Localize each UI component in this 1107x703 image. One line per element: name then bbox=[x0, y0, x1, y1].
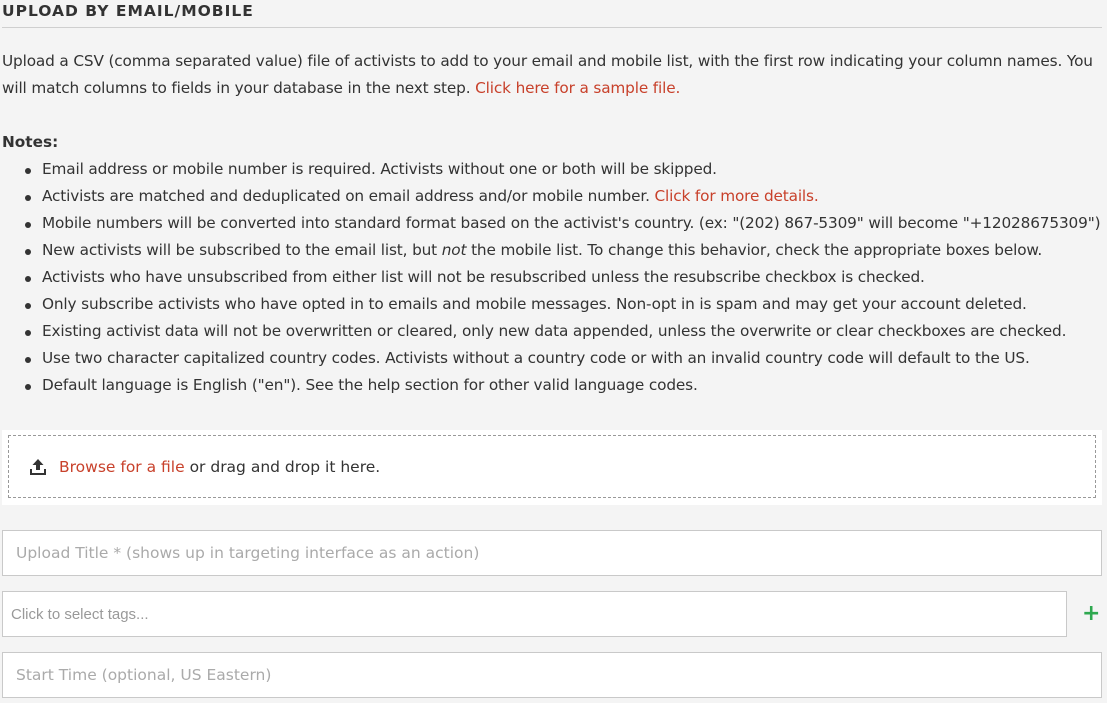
tags-select-field[interactable] bbox=[2, 591, 1067, 637]
tags-input[interactable] bbox=[9, 605, 1066, 624]
emphasis-not: not bbox=[441, 241, 467, 259]
file-dropzone-container bbox=[2, 430, 1102, 505]
section-divider bbox=[2, 27, 1102, 28]
start-time-input[interactable] bbox=[14, 665, 1101, 685]
sample-file-link[interactable]: Click here for a sample file. bbox=[475, 79, 681, 97]
list-item: New activists will be subscribed to the email list, but not the mobile list. To change this behavior, check the appropriate boxes below. bbox=[42, 237, 1107, 264]
notes-label: Notes: bbox=[2, 133, 59, 151]
list-item: Activists are matched and deduplicated on email address and/or mobile number. Click for more details. bbox=[42, 183, 1107, 210]
file-dropzone[interactable] bbox=[8, 435, 1096, 498]
upload-title-field[interactable] bbox=[2, 530, 1102, 576]
list-item: Mobile numbers will be converted into standard format based on the activist's country. (ex: "(202) 867-5309" will become "+12028675309") bbox=[42, 210, 1107, 237]
browse-file-link[interactable]: Browse for a file bbox=[59, 457, 185, 476]
notes-list bbox=[2, 156, 1107, 399]
add-tag-button[interactable]: + bbox=[1082, 601, 1101, 626]
dropzone-text: Browse for a file or drag and drop it here. bbox=[59, 457, 381, 476]
upload-title-input[interactable] bbox=[14, 543, 1101, 563]
list-item: Activists who have unsubscribed from either list will not be resubscribed unless the resubscribe checkbox is checked. bbox=[42, 264, 1107, 291]
upload-page bbox=[2, 0, 1107, 399]
intro-text: Upload a CSV (comma separated value) file of activists to add to your email and mobile list, with the first row indicating your column names. You will match columns to fields in your database in the next step. bbox=[2, 52, 1093, 97]
section-title: UPLOAD BY EMAIL/MOBILE bbox=[2, 2, 254, 20]
more-details-link[interactable]: Click for more details. bbox=[654, 187, 819, 205]
list-item: Default language is English ("en"). See the help section for other valid language codes. bbox=[42, 372, 1107, 399]
list-item: Existing activist data will not be overwritten or cleared, only new data appended, unless the overwrite or clear checkboxes are checked. bbox=[42, 318, 1107, 345]
upload-icon bbox=[29, 458, 47, 476]
list-item: Only subscribe activists who have opted in to emails and mobile messages. Non-opt in is spam and may get your account deleted. bbox=[42, 291, 1107, 318]
list-item: Use two character capitalized country codes. Activists without a country code or with an invalid country code will default to the US. bbox=[42, 345, 1107, 372]
list-item: Email address or mobile number is required. Activists without one or both will be skipped. bbox=[42, 156, 1107, 183]
start-time-field[interactable] bbox=[2, 652, 1102, 698]
intro-paragraph bbox=[2, 48, 1104, 102]
